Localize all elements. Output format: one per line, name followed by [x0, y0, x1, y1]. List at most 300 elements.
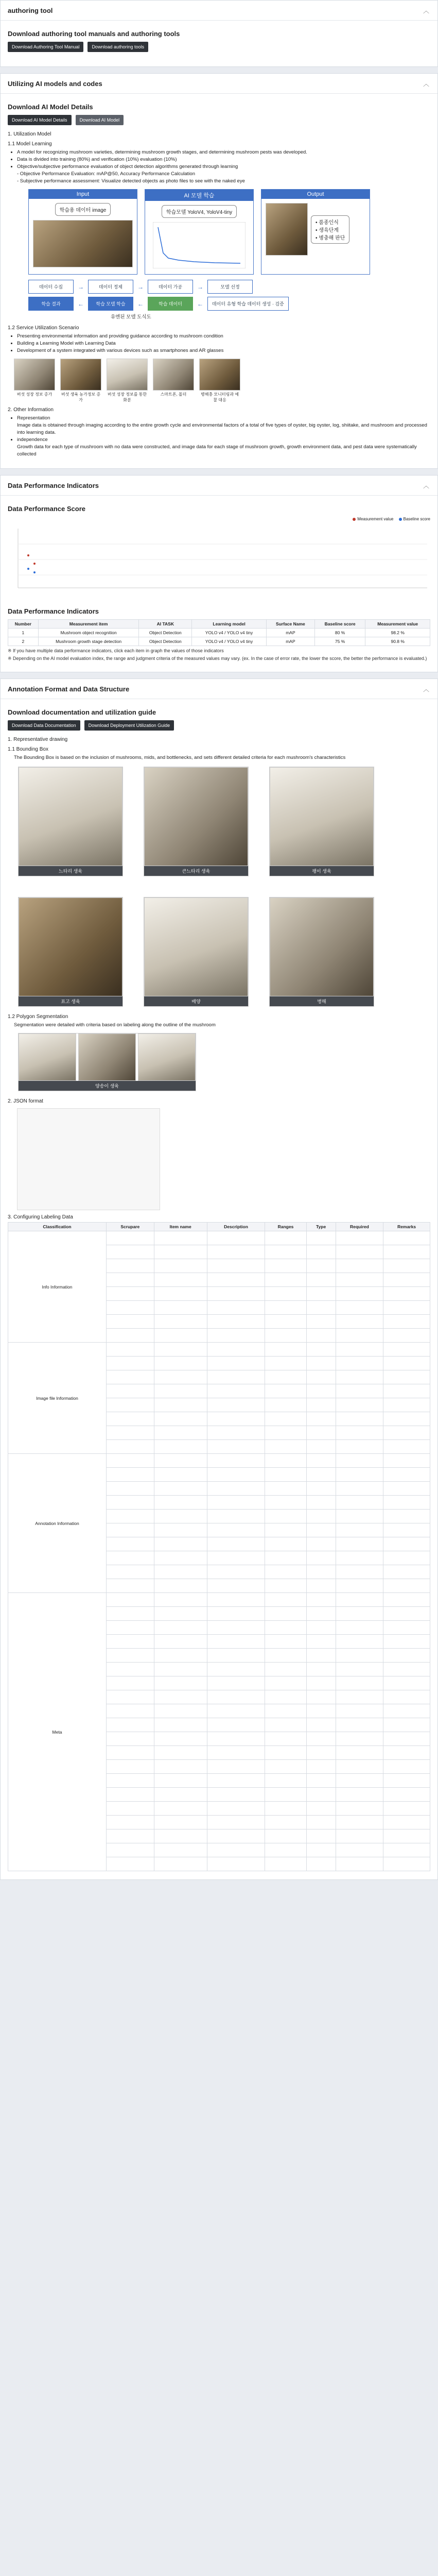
table-cell: [383, 1398, 430, 1412]
table-cell: [207, 1454, 265, 1468]
table-cell: [154, 1357, 207, 1370]
download-authoring-manual-button[interactable]: Download Authoring Tool Manual: [8, 42, 83, 52]
table-cell: 98.2 %: [365, 629, 430, 637]
download-data-documentation-button[interactable]: Download Data Documentation: [8, 720, 80, 731]
table-cell: [154, 1231, 207, 1245]
table-cell: [154, 1287, 207, 1301]
mushroom-output-image: [266, 203, 308, 256]
table-cell: [106, 1593, 154, 1607]
table-cell: [265, 1857, 306, 1871]
table-header: Classification: [8, 1223, 107, 1231]
service-scenario-list: [8, 333, 430, 354]
gallery-caption: 스마트폰, 폴더: [160, 392, 187, 397]
table-cell: [106, 1579, 154, 1593]
output-line: • 생육단계: [316, 227, 339, 233]
table-cell: [265, 1440, 306, 1454]
download-authoring-tools-button[interactable]: Download authoring tools: [87, 42, 148, 52]
indicator-note: ※ If you have multiple data performance indicators, click each item in graph the values of those indicators: [8, 648, 224, 653]
table-cell: [383, 1370, 430, 1384]
indicator-table-title: Data Performance Indicators: [8, 607, 99, 615]
download-ai-model-details-button[interactable]: Download AI Model Details: [8, 115, 72, 125]
table-cell: [106, 1259, 154, 1273]
table-cell: [207, 1482, 265, 1496]
gallery-item: [60, 359, 101, 403]
list-item: • Data is divided into training (80%) and verification (10%) evaluation (10%): [17, 156, 430, 163]
authoring-section: [0, 0, 438, 67]
table-cell: [106, 1774, 154, 1788]
json-format-image: [17, 1108, 160, 1210]
indicators-section-title: Data Performance Indicators: [8, 481, 99, 489]
polygon-images: [19, 1033, 196, 1081]
table-cell: [265, 1537, 306, 1551]
table-cell: [336, 1732, 383, 1746]
table-cell: [207, 1857, 265, 1871]
table-cell: [306, 1315, 336, 1329]
annotation-section-title: Annotation Format and Data Structure: [8, 685, 130, 693]
table-cell: [106, 1746, 154, 1760]
table-cell: 1: [8, 629, 39, 637]
table-row: [8, 1231, 430, 1245]
table-cell: [207, 1663, 265, 1676]
table-cell: [336, 1496, 383, 1510]
table-cell: [154, 1440, 207, 1454]
table-cell: [106, 1468, 154, 1482]
table-cell: [154, 1537, 207, 1551]
loss-curve-image: [153, 222, 246, 268]
score-point: [27, 554, 29, 556]
score-point: [27, 568, 29, 570]
table-cell: [306, 1357, 336, 1370]
table-cell: [306, 1412, 336, 1426]
model-box-text: 학습모델 YoloV4, YoloV4-tiny: [162, 205, 237, 218]
output-line: • 병충해 판단: [316, 235, 345, 241]
table-cell: [336, 1273, 383, 1287]
card-label: 병해: [270, 996, 374, 1006]
table-cell: [265, 1468, 306, 1482]
table-cell: [154, 1690, 207, 1704]
table-cell: [154, 1663, 207, 1676]
arrow-right-icon: →: [78, 283, 84, 291]
table-cell: [306, 1843, 336, 1857]
gallery-image: [107, 359, 148, 391]
polygon-card: [18, 1033, 196, 1091]
table-cell: [207, 1370, 265, 1384]
list-item: • Development of a system integrated with various devices such as smartphones and AR glasses: [17, 347, 430, 354]
table-cell: [336, 1802, 383, 1816]
table-cell: [154, 1760, 207, 1774]
table-header: Measurement value: [365, 620, 430, 629]
table-cell: [154, 1774, 207, 1788]
table-cell: [207, 1565, 265, 1579]
table-cell: [336, 1510, 383, 1523]
table-cell: [383, 1329, 430, 1343]
table-cell: [336, 1301, 383, 1315]
card-image: [144, 897, 248, 996]
table-cell: [383, 1412, 430, 1426]
table-cell: [383, 1593, 430, 1607]
gallery-image: [60, 359, 101, 391]
card-image: [19, 897, 122, 996]
card-label: 표고 생육: [19, 996, 122, 1006]
indicators-section-header[interactable]: [1, 476, 437, 496]
list-item: • Presenting environmental information and providing guidance according to mushroom condition: [17, 333, 430, 340]
table-cell: [306, 1510, 336, 1523]
table-cell: [154, 1523, 207, 1537]
table-cell: [106, 1440, 154, 1454]
table-cell: [154, 1565, 207, 1579]
table-cell: [154, 1718, 207, 1732]
table-cell: [336, 1315, 383, 1329]
table-cell: [207, 1523, 265, 1537]
table-cell: [207, 1496, 265, 1510]
table-cell: [154, 1649, 207, 1663]
table-cell: [106, 1537, 154, 1551]
table-cell: [154, 1259, 207, 1273]
table-cell: [154, 1329, 207, 1343]
list-item: • independence: [17, 436, 430, 444]
table-cell: [306, 1579, 336, 1593]
list-item: - Subjective performance assessment: Visualize detected objects as photo files to see with the naked eye: [17, 178, 245, 184]
table-cell: [265, 1746, 306, 1760]
table-cell: [383, 1384, 430, 1398]
table-cell: [265, 1788, 306, 1802]
chevron-up-icon[interactable]: ︿: [423, 482, 429, 489]
indicators-section: [0, 475, 438, 672]
table-cell: [207, 1607, 265, 1621]
bbox-card: [144, 897, 249, 1007]
table-cell: [336, 1607, 383, 1621]
table-cell: [306, 1690, 336, 1704]
list-item: • A model for recognizing mushroom varieties, determining mushroom growth stages, and determining mushroom pests was developed.: [17, 149, 430, 156]
table-cell: [383, 1829, 430, 1843]
table-cell: [154, 1857, 207, 1871]
table-cell: Object Detection: [139, 629, 192, 637]
table-cell: [207, 1426, 265, 1440]
table-cell: [265, 1315, 306, 1329]
table-cell: [336, 1259, 383, 1273]
other-info-list: [8, 415, 430, 458]
table-cell: [106, 1287, 154, 1301]
table-cell: [306, 1523, 336, 1537]
table-cell: [306, 1398, 336, 1412]
table-cell: [154, 1426, 207, 1440]
table-cell: [207, 1287, 265, 1301]
table-cell: [336, 1774, 383, 1788]
card-label: 느타리 생육: [19, 866, 122, 876]
table-cell: [265, 1523, 306, 1537]
table-cell: [336, 1357, 383, 1370]
table-cell: 80 %: [314, 629, 365, 637]
table-cell: [383, 1523, 430, 1537]
ai-section-header[interactable]: [1, 74, 437, 94]
legend-dot: [353, 518, 356, 521]
table-header: Surface Name: [266, 620, 314, 629]
table-cell: [383, 1607, 430, 1621]
table-cell: [265, 1357, 306, 1370]
table-cell: [265, 1690, 306, 1704]
model-box-header: AI 모델 학습: [145, 190, 253, 201]
table-cell: [106, 1523, 154, 1537]
table-cell: [265, 1593, 306, 1607]
table-cell: [383, 1231, 430, 1245]
table-cell: [383, 1857, 430, 1871]
gallery-caption: 버섯 성장 정보를 통한 화분: [107, 392, 147, 402]
table-cell: [383, 1788, 430, 1802]
table-cell: [306, 1287, 336, 1301]
table-cell: [265, 1551, 306, 1565]
table-row[interactable]: [8, 629, 430, 637]
table-cell: [336, 1454, 383, 1468]
table-cell: [383, 1496, 430, 1510]
list-item: • Objective/subjective performance evaluation of object detection algorithms generated through learning: [17, 163, 430, 171]
table-header: Number: [8, 620, 39, 629]
table-cell: [106, 1398, 154, 1412]
arrow-left-icon: ←: [197, 300, 203, 308]
table-cell: [154, 1816, 207, 1829]
authoring-section-header[interactable]: [1, 1, 437, 21]
table-cell: [306, 1816, 336, 1829]
table-cell: [336, 1287, 383, 1301]
gallery-item: [199, 359, 240, 403]
table-cell: [336, 1718, 383, 1732]
table-cell: [106, 1496, 154, 1510]
table-cell: [207, 1329, 265, 1343]
table-cell: Mushroom object recognition: [38, 629, 139, 637]
model-diagram: [28, 189, 430, 275]
service-scenario-title: 1.2 Service Utilization Scenario: [8, 325, 79, 331]
table-cell: [106, 1510, 154, 1523]
table-cell: [106, 1482, 154, 1496]
table-cell: [336, 1788, 383, 1802]
table-cell: [306, 1426, 336, 1440]
table-cell: [265, 1273, 306, 1287]
table-cell: [336, 1440, 383, 1454]
chevron-up-icon[interactable]: ︿: [423, 7, 429, 14]
table-cell: [207, 1357, 265, 1370]
table-cell: [265, 1259, 306, 1273]
table-cell: [306, 1774, 336, 1788]
download-utilization-guide-button[interactable]: Download Deployment Utilization Guide: [84, 720, 174, 731]
table-cell: [336, 1426, 383, 1440]
model-learning-list: [8, 149, 430, 185]
table-row: [8, 1454, 430, 1468]
table-header: Item name: [154, 1223, 207, 1231]
table-cell: [306, 1273, 336, 1287]
download-ai-model-button[interactable]: Download AI Model: [76, 115, 124, 125]
output-list: [311, 215, 349, 244]
table-cell: [207, 1343, 265, 1357]
output-line: • 품종인식: [316, 219, 339, 226]
arrow-left-icon: ←: [78, 300, 84, 308]
table-cell: [106, 1426, 154, 1440]
table-cell: [383, 1843, 430, 1857]
gallery-item: [107, 359, 148, 403]
table-cell: [336, 1760, 383, 1774]
bbox-card: [269, 897, 374, 1007]
bounding-box-title: 1.1 Bounding Box: [8, 747, 48, 752]
score-chart: [8, 523, 430, 596]
table-cell: [106, 1273, 154, 1287]
list-item: Growth data for each type of mushroom with no data were constructed, and image data for each stage of mushroom growth, growth environment data, and pest data were systematically collected: [17, 444, 417, 457]
table-cell: [383, 1774, 430, 1788]
table-row[interactable]: [8, 637, 430, 646]
indicator-note: ※ Depending on the AI model evaluation index, the range and judgment criteria of the measured values may vary. (ex. In the case of error rate, the lower the score, the better the performance is evaluated.): [8, 656, 427, 661]
table-cell: [336, 1704, 383, 1718]
table-header: Description: [207, 1223, 265, 1231]
table-cell: [265, 1370, 306, 1384]
table-cell: [265, 1732, 306, 1746]
other-info-title: 2. Other Information: [8, 407, 54, 413]
score-point: [33, 571, 36, 573]
table-cell: [265, 1343, 306, 1357]
table-cell: [265, 1607, 306, 1621]
legend-item: [353, 517, 393, 521]
table-cell: [306, 1496, 336, 1510]
gallery-item: [14, 359, 55, 403]
table-cell: [207, 1579, 265, 1593]
annotation-section: [0, 679, 438, 1880]
table-cell: [265, 1704, 306, 1718]
table-cell: [383, 1259, 430, 1273]
card-image: [78, 1033, 136, 1081]
table-cell: [383, 1468, 430, 1482]
table-cell: [154, 1468, 207, 1482]
table-cell: [207, 1315, 265, 1329]
table-cell: [383, 1718, 430, 1732]
table-cell: [383, 1287, 430, 1301]
table-cell: [154, 1454, 207, 1468]
table-cell: [306, 1718, 336, 1732]
table-cell: [265, 1843, 306, 1857]
card-label: 양송이 생육: [19, 1081, 196, 1091]
legend-item: [399, 517, 430, 521]
table-cell: [154, 1370, 207, 1384]
table-cell: YOLO v4 / YOLO v4 tiny: [192, 637, 267, 646]
table-cell: [383, 1273, 430, 1287]
flow-node: 데이터 수집: [28, 280, 74, 294]
table-cell: [265, 1231, 306, 1245]
annotation-section-header[interactable]: [1, 679, 437, 699]
table-cell: [306, 1482, 336, 1496]
table-cell: [383, 1802, 430, 1816]
card-image: [270, 767, 374, 866]
bbox-card: [18, 897, 123, 1007]
table-cell: [265, 1774, 306, 1788]
table-cell: YOLO v4 / YOLO v4 tiny: [192, 629, 267, 637]
table-cell: [383, 1426, 430, 1440]
authoring-section-title: authoring tool: [8, 6, 53, 14]
table-cell: [207, 1551, 265, 1565]
input-box: [28, 189, 137, 275]
table-cell: [265, 1663, 306, 1676]
table-cell: [383, 1537, 430, 1551]
table-cell: [336, 1468, 383, 1482]
table-cell: [265, 1398, 306, 1412]
table-cell: [383, 1357, 430, 1370]
bbox-card: [144, 767, 249, 876]
table-cell: [207, 1259, 265, 1273]
chevron-up-icon[interactable]: ︿: [423, 685, 429, 693]
table-cell: [306, 1788, 336, 1802]
table-cell: [383, 1746, 430, 1760]
table-cell: [154, 1301, 207, 1315]
list-item: - Objective Performance Evaluation: mAP@50, Accuracy Performance Calculation: [17, 171, 195, 177]
table-cell: [336, 1370, 383, 1384]
table-cell: [306, 1760, 336, 1774]
table-cell: [154, 1273, 207, 1287]
card-label: 큰느타리 생육: [144, 866, 248, 876]
table-cell: [336, 1857, 383, 1871]
table-cell: [383, 1565, 430, 1579]
table-cell: [154, 1676, 207, 1690]
table-cell: [336, 1593, 383, 1607]
table-header: Measurement item: [38, 620, 139, 629]
table-cell: [154, 1496, 207, 1510]
flow-node: 학습 데이터: [148, 297, 193, 311]
table-cell: [265, 1287, 306, 1301]
list-item: Image data is obtained through imaging according to the entire growth cycle and environmental factors of a total of five types of oyster, big oyster, log, shiitake, and mushroom and processed into learning data.: [17, 422, 427, 435]
table-cell: [306, 1245, 336, 1259]
table-cell: [207, 1537, 265, 1551]
table-cell: [154, 1843, 207, 1857]
table-cell: [207, 1593, 265, 1607]
table-cell: [336, 1231, 383, 1245]
table-cell: [207, 1732, 265, 1746]
table-cell: [106, 1690, 154, 1704]
service-gallery: [14, 359, 430, 403]
legend-label: Measurement value: [357, 517, 394, 521]
table-cell: [306, 1857, 336, 1871]
table-cell: [207, 1468, 265, 1482]
table-cell: [207, 1843, 265, 1857]
table-cell: [207, 1788, 265, 1802]
table-cell: [207, 1704, 265, 1718]
table-cell: [306, 1829, 336, 1843]
polygon-title: 1.2 Polygon Segmentation: [8, 1014, 68, 1020]
table-cell: [154, 1607, 207, 1621]
table-cell: [336, 1843, 383, 1857]
table-cell: [336, 1551, 383, 1565]
table-cell: [106, 1565, 154, 1579]
table-header: Scrupare: [106, 1223, 154, 1231]
table-cell: [106, 1857, 154, 1871]
table-cell: [336, 1565, 383, 1579]
table-cell: mAP: [266, 629, 314, 637]
table-cell: [265, 1412, 306, 1426]
chevron-up-icon[interactable]: ︿: [423, 80, 429, 88]
table-cell: [306, 1468, 336, 1482]
table-cell: [154, 1829, 207, 1843]
table-cell: [306, 1537, 336, 1551]
table-cell: [207, 1440, 265, 1454]
table-cell: [383, 1690, 430, 1704]
table-cell: [106, 1357, 154, 1370]
table-cell: [336, 1343, 383, 1357]
table-cell: [336, 1690, 383, 1704]
table-cell: [306, 1329, 336, 1343]
table-cell: [306, 1343, 336, 1357]
table-cell: [154, 1482, 207, 1496]
gallery-item: [153, 359, 194, 403]
table-cell: [106, 1301, 154, 1315]
table-cell: [336, 1676, 383, 1690]
table-cell: [306, 1649, 336, 1663]
score-point: [33, 563, 36, 565]
table-cell: [106, 1454, 154, 1468]
table-cell: [383, 1440, 430, 1454]
flow-node: 모델 선정: [207, 280, 253, 294]
table-cell: [154, 1802, 207, 1816]
